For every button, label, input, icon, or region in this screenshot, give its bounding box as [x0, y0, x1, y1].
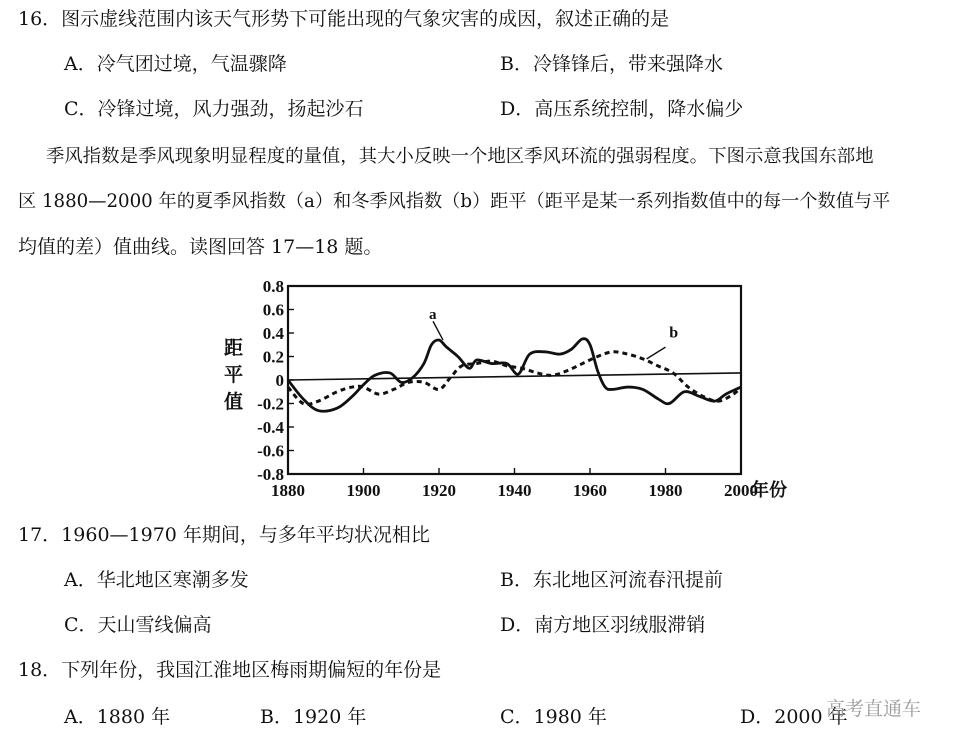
x-tick-label: 1920 [422, 481, 456, 500]
q16-option-a: A．冷气团过境，气温骤降 [64, 53, 287, 75]
q18-option-c: C．1980 年 [500, 706, 607, 728]
q16-option-c: C．冷锋过境，风力强劲，扬起沙石 [64, 98, 364, 120]
q18-option-b: B．1920 年 [260, 706, 367, 728]
y-tick-label: -0.2 [257, 394, 284, 414]
q17-option-b: B．东北地区河流春汛提前 [500, 569, 723, 591]
plot-frame [288, 286, 741, 474]
x-tick-label: 1960 [573, 481, 607, 500]
series-line-a [288, 339, 741, 412]
monsoon-index-chart [200, 272, 820, 504]
x-tick-label: 1880 [271, 481, 305, 500]
q18-option-a: A．1880 年 [64, 706, 171, 728]
y-axis-label: 距平值 [224, 337, 244, 413]
label-leader-a [433, 321, 443, 340]
q18-stem: 18．下列年份，我国江淮地区梅雨期偏短的年份是 [18, 659, 442, 681]
series-label-a: a [429, 306, 437, 323]
x-ticks [271, 468, 758, 500]
label-leader-b [647, 347, 666, 359]
q17-option-d: D．南方地区羽绒服滞销 [500, 614, 706, 636]
x-tick-label: 2000 [724, 481, 758, 500]
series-lines [288, 339, 741, 412]
q16-option-d: D．高压系统控制，降水偏少 [500, 98, 744, 120]
intro-line-2: 区 1880—2000 年的夏季风指数（a）和冬季风指数（b）距平（距平是某一系列指数值中的每一个数值与平 [18, 191, 891, 212]
y-tick-label: 0.8 [262, 277, 284, 296]
plot-border [288, 286, 741, 474]
q16-stem: 16．图示虚线范围内该天气形势下可能出现的气象灾害的成因，叙述正确的是 [18, 8, 670, 30]
x-axis-label: 年份 [751, 480, 787, 501]
q17-option-c: C．天山雪线偏高 [64, 614, 212, 636]
watermark: 高考直通车 [826, 698, 922, 720]
y-tick-label: 0.2 [262, 347, 284, 367]
y-tick-label: 0.6 [262, 300, 284, 320]
y-tick-label: 0 [275, 371, 284, 390]
q17-stem: 17．1960—1970 年期间，与多年平均状况相比 [18, 524, 430, 546]
x-tick-label: 1980 [648, 481, 683, 500]
x-tick-label: 1940 [497, 481, 532, 500]
q17-option-a: A．华北地区寒潮多发 [64, 569, 249, 591]
series-label-b: b [669, 324, 679, 342]
q18-option-d: D．2000 年 [740, 706, 848, 728]
series-line-b [288, 352, 741, 405]
y-tick-label: 0.4 [262, 324, 284, 343]
intro-line-1: 季风指数是季风现象明显程度的量值，其大小反映一个地区季风环流的强弱程度。下图示意我国东部地 [46, 146, 874, 167]
intro-line-3: 均值的差）值曲线。读图回答 17—18 题。 [18, 236, 383, 258]
y-tick-label: -0.4 [257, 418, 284, 437]
q16-option-b: B．冷锋锋后，带来强降水 [500, 53, 723, 75]
y-tick-label: -0.8 [257, 465, 284, 484]
x-tick-label: 1900 [346, 481, 381, 500]
y-tick-label: -0.6 [257, 441, 284, 461]
